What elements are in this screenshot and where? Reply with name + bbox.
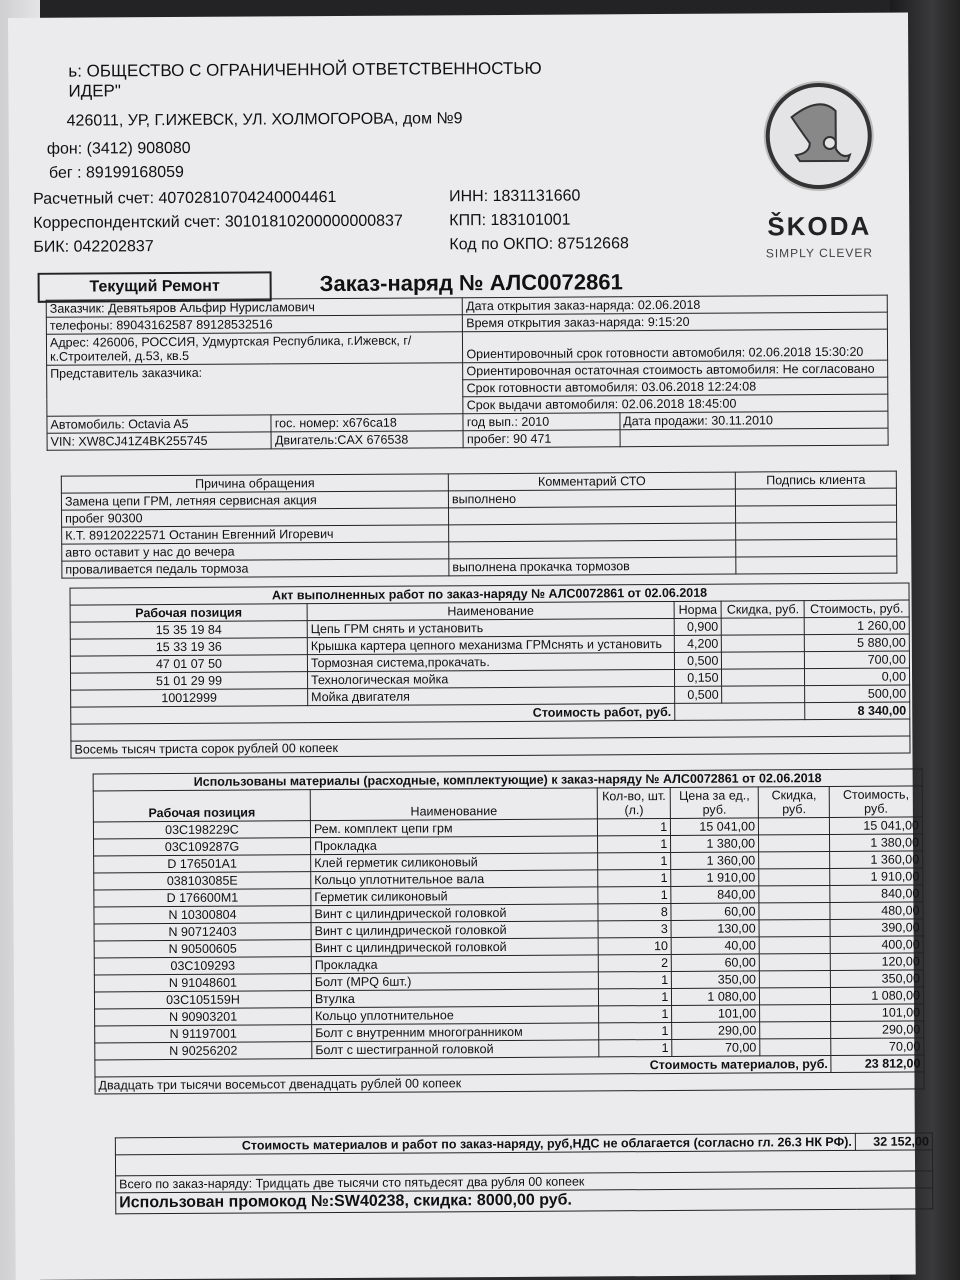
cost: 1 360,00	[830, 851, 923, 869]
discount	[759, 970, 831, 987]
engine: Двигатель:CAX 676538	[271, 431, 463, 449]
cost: 0,00	[805, 668, 910, 686]
col-pos: Рабочая позиция	[70, 604, 307, 622]
year: год вып.: 2010	[463, 413, 619, 431]
reason: проваливается педаль тормоза	[62, 559, 449, 578]
representative: Представитель заказчика:	[47, 363, 464, 417]
discount	[759, 953, 831, 970]
comment: выполнено	[448, 489, 735, 508]
cost: 15 041,00	[830, 817, 923, 835]
corr-account: Корреспондентский счет: 30101810200000000837	[33, 212, 403, 232]
works-total: 8 340,00	[805, 702, 910, 720]
issue-date: Срок выдачи автомобиля: 02.06.2018 18:45:00	[463, 394, 888, 414]
pos: N 90712403	[94, 923, 311, 941]
ready-date: Срок готовности автомобиля: 03.06.2018 12:24:08	[463, 377, 888, 397]
cost: 1 260,00	[804, 617, 909, 635]
name: Винт с цилиндрической головкой	[311, 904, 598, 923]
okpo: Код по ОКПО: 87512668	[449, 235, 629, 254]
pos: 15 35 19 84	[70, 621, 307, 639]
grand-total-label: Стоимость материалов и работ по заказ-наряду, руб,НДС не облагается (согласно гл. 26.3 НК РФ).	[115, 1133, 855, 1155]
company-phone: фон: (3412) 908080	[46, 139, 191, 158]
name: Технологическая мойка	[307, 669, 674, 688]
materials-total: 23 812,00	[831, 1055, 924, 1073]
grand-total: 32 152,00	[855, 1133, 932, 1150]
cost: 1 080,00	[831, 987, 924, 1005]
price: 1 910,00	[671, 869, 759, 887]
cost: 840,00	[830, 885, 923, 903]
promo-code: Использован промокод №:SW40238, скидка: 8000,00 руб.	[116, 1188, 933, 1214]
price: 15 041,00	[671, 818, 759, 836]
col-cost: Стоимость, руб.	[804, 600, 909, 618]
sale-date: Дата продажи: 30.11.2010	[620, 411, 888, 430]
norm: 0,900	[674, 618, 722, 635]
materials-total-words: Двадцать три тысячи восемьсот двенадцать рублей 00 копеек	[95, 1072, 924, 1094]
cost: 120,00	[831, 953, 924, 971]
kpp: КПП: 183101001	[449, 211, 571, 230]
price: 350,00	[672, 971, 760, 989]
cost: 700,00	[805, 651, 910, 669]
open-date: Дата открытия заказ-наряда: 02.06.2018	[463, 295, 888, 315]
signature-header: Подпись клиента	[735, 471, 896, 489]
price: 1 360,00	[671, 852, 759, 870]
col-discount: Скидка, руб.	[722, 601, 805, 619]
discount	[722, 635, 805, 653]
works-total-label: Стоимость работ, руб.	[71, 703, 675, 724]
mileage: пробег: 90 471	[463, 430, 619, 448]
qty: 1	[599, 1039, 672, 1056]
discount	[759, 885, 831, 902]
comment: выполнена прокачка тормозов	[449, 557, 736, 576]
qty: 1	[598, 971, 671, 988]
empty-cell	[675, 703, 805, 721]
name: Прокладка	[311, 955, 598, 974]
cost: 350,00	[831, 970, 924, 988]
signature-cell	[736, 556, 897, 574]
reason-header: Причина обращения	[61, 474, 448, 493]
qty: 1	[599, 1022, 672, 1039]
company-name-1: ь: ОБЩЕСТВО С ОГРАНИЧЕННОЙ ОТВЕТСТВЕННОСТЬЮ	[68, 58, 542, 81]
qty: 3	[598, 920, 671, 937]
discount	[759, 919, 831, 936]
empty-cell	[620, 428, 888, 447]
cost: 390,00	[830, 919, 923, 937]
col-cost: Стоимость, руб.	[830, 786, 923, 818]
discount	[760, 987, 832, 1004]
company-address: 426011, УР, Г.ИЖЕВСК, УЛ. ХОЛМОГОРОВА, дом №9	[66, 110, 463, 130]
price: 840,00	[671, 886, 759, 904]
name: Тормозная система,прокачать.	[307, 652, 674, 671]
reason: пробег 90300	[62, 508, 449, 527]
bik: БИК: 042202837	[33, 238, 154, 256]
qty: 1	[597, 818, 670, 835]
reason: Замена цепи ГРМ, летняя сервисная акция	[61, 491, 448, 510]
est-ready: Ориентировочный срок готовности автомобиля: 02.06.2018 15:30:20	[463, 329, 888, 363]
order-info-table	[46, 295, 889, 451]
norm: 0,500	[674, 652, 722, 669]
brand-name: ŠKODA	[767, 210, 872, 242]
col-price: Цена за ед., руб.	[670, 787, 758, 819]
discount	[759, 851, 831, 868]
discount	[758, 817, 830, 834]
pos: 03C198229C	[93, 821, 310, 839]
cost: 5 880,00	[805, 634, 910, 652]
signature-cell	[736, 539, 897, 557]
signature-cell	[735, 488, 896, 506]
pos: 15 33 19 36	[70, 638, 307, 656]
price: 60,00	[672, 954, 760, 972]
norm: 4,200	[674, 635, 722, 652]
qty: 1	[598, 988, 671, 1005]
price: 1 380,00	[671, 835, 759, 853]
cost: 500,00	[805, 685, 910, 703]
qty: 1	[598, 869, 671, 886]
name: Винт с цилиндрической головкой	[311, 938, 598, 957]
pos: N 90500605	[94, 940, 311, 958]
col-norm: Норма	[674, 601, 722, 618]
price: 40,00	[671, 937, 759, 955]
name: Болт с внутренним многогранником	[312, 1023, 599, 1042]
name: Втулка	[311, 989, 598, 1008]
cost: 1 910,00	[830, 868, 923, 886]
discount	[722, 669, 805, 687]
discount	[759, 902, 831, 919]
discount	[760, 1038, 832, 1055]
price: 70,00	[672, 1039, 760, 1057]
qty: 10	[598, 937, 671, 954]
repair-type: Текущий Ремонт	[38, 271, 272, 302]
price: 60,00	[671, 903, 759, 921]
comment-header: Комментарий СТО	[448, 472, 735, 491]
name: Прокладка	[311, 836, 598, 855]
comment	[449, 523, 736, 542]
cost: 1 380,00	[830, 834, 923, 852]
discount	[759, 834, 831, 851]
col-name: Наименование	[307, 601, 674, 620]
pos: D 176501A1	[94, 855, 311, 873]
works-table	[69, 583, 910, 759]
comment	[449, 540, 736, 559]
pos: 03C109287G	[94, 838, 311, 856]
customer-phones: телефоны: 89043162587 89128532516	[46, 315, 462, 335]
pos: N 90903201	[95, 1008, 312, 1026]
discount	[722, 686, 805, 704]
name: Болт с шестигранной головкой	[312, 1040, 599, 1059]
works-total-words: Восемь тысяч триста сорок рублей 00 копеек	[71, 736, 910, 758]
pos: D 176600M1	[94, 889, 311, 907]
price: 290,00	[672, 1022, 760, 1040]
qty: 1	[598, 852, 671, 869]
pos: 038103085E	[94, 872, 311, 890]
skoda-logo	[748, 83, 889, 261]
reason: авто оставит у нас до вечера	[62, 542, 449, 561]
reasons-table	[61, 471, 898, 579]
discount	[722, 652, 805, 670]
materials-table	[93, 768, 925, 1094]
discount	[759, 868, 831, 885]
pos: N 10300804	[94, 906, 311, 924]
materials-title: Использованы материалы (расходные, комплектующие) к заказ-наряду № АЛС0072861 от 02.06.2018	[93, 769, 922, 791]
car-model: Автомобиль: Octavia A5	[47, 415, 271, 433]
est-cost: Ориентировочная остаточная стоимость автомобиля: Не согласовано	[463, 360, 888, 380]
customer-address: Адрес: 426006, РОССИЯ, Удмуртская Республика, г.Ижевск, г/к.Строителей, д.53, кв.5	[46, 332, 463, 366]
cost: 101,00	[831, 1004, 924, 1022]
pos: 03C105159H	[94, 991, 311, 1009]
pos: N 91048601	[94, 974, 311, 992]
discount	[759, 936, 831, 953]
col-pos: Рабочая позиция	[93, 790, 310, 822]
pos: 03C109293	[94, 957, 311, 975]
name: Болт (MPQ 6шт.)	[311, 972, 598, 991]
pos: N 90256202	[95, 1042, 312, 1060]
norm: 0,150	[674, 669, 722, 686]
bank-account: Расчетный счет: 40702810704240004461	[33, 188, 337, 208]
inn: ИНН: 1831131660	[449, 187, 581, 206]
comment	[449, 506, 736, 525]
works-title: Акт выполненных работ по заказ-наряду № АЛС0072861 от 02.06.2018	[70, 583, 909, 605]
customer: Заказчик: Девятьяров Альфир Нурисламович	[46, 298, 462, 318]
name: Цепь ГРМ снять и установить	[307, 618, 674, 637]
order-title: Заказ-наряд № АЛС0072861	[319, 269, 623, 297]
signature-cell	[735, 505, 896, 523]
qty: 1	[598, 835, 671, 852]
qty: 1	[599, 1005, 672, 1022]
qty: 1	[598, 886, 671, 903]
totals-table	[115, 1132, 933, 1214]
name: Мойка двигателя	[308, 686, 675, 705]
discount	[760, 1004, 832, 1021]
cost: 400,00	[831, 936, 924, 954]
pos: 51 01 29 99	[71, 672, 308, 690]
cost: 70,00	[831, 1038, 924, 1056]
brand-tagline: SIMPLY CLEVER	[765, 245, 874, 261]
discount	[760, 1021, 832, 1038]
col-name: Наименование	[310, 788, 597, 821]
company-name-2: ИДЕР"	[68, 81, 121, 101]
skoda-arrow-icon	[765, 83, 872, 190]
name: Крышка картера цепного механизма ГРМснять и установить	[307, 635, 674, 654]
pos: N 91197001	[95, 1025, 312, 1043]
cost: 290,00	[831, 1021, 924, 1039]
norm: 0,500	[675, 686, 723, 703]
vin: VIN: XW8CJ41Z4BK255745	[47, 432, 271, 450]
col-qty: Кол-во, шт.(л.)	[597, 787, 670, 818]
name: Кольцо уплотнительное вала	[311, 870, 598, 889]
open-time: Время открытия заказ-наряда: 9:15:20	[463, 312, 888, 332]
name: Герметик силиконовый	[311, 887, 598, 906]
col-discount: Скидка, руб.	[758, 786, 830, 817]
reason: К.Т. 89120222571 Останин Евгенний Игоревич	[62, 525, 449, 544]
cost: 480,00	[830, 902, 923, 920]
name: Рем. комплект цепи грм	[310, 819, 597, 838]
name: Клей герметик силиконовый	[311, 853, 598, 872]
materials-total-label: Стоимость материалов, руб.	[95, 1055, 832, 1076]
price: 130,00	[671, 920, 759, 938]
pos: 47 01 07 50	[70, 655, 307, 673]
grand-total-words: Всего по заказ-наряду: Тридцать две тысячи сто пятьдесят два рубля 00 копеек	[116, 1171, 933, 1193]
price: 101,00	[672, 1005, 760, 1023]
plate: гос. номер: х676са18	[271, 414, 463, 432]
qty: 8	[598, 903, 671, 920]
company-phone2: бег : 89199168059	[48, 163, 184, 182]
discount	[722, 618, 805, 636]
signature-cell	[736, 522, 897, 540]
name: Винт с цилиндрической головкой	[311, 921, 598, 940]
qty: 2	[598, 954, 671, 971]
name: Кольцо уплотнительное	[312, 1006, 599, 1025]
pos: 10012999	[71, 689, 308, 707]
price: 1 080,00	[672, 988, 760, 1006]
work-order-document	[8, 13, 929, 1280]
